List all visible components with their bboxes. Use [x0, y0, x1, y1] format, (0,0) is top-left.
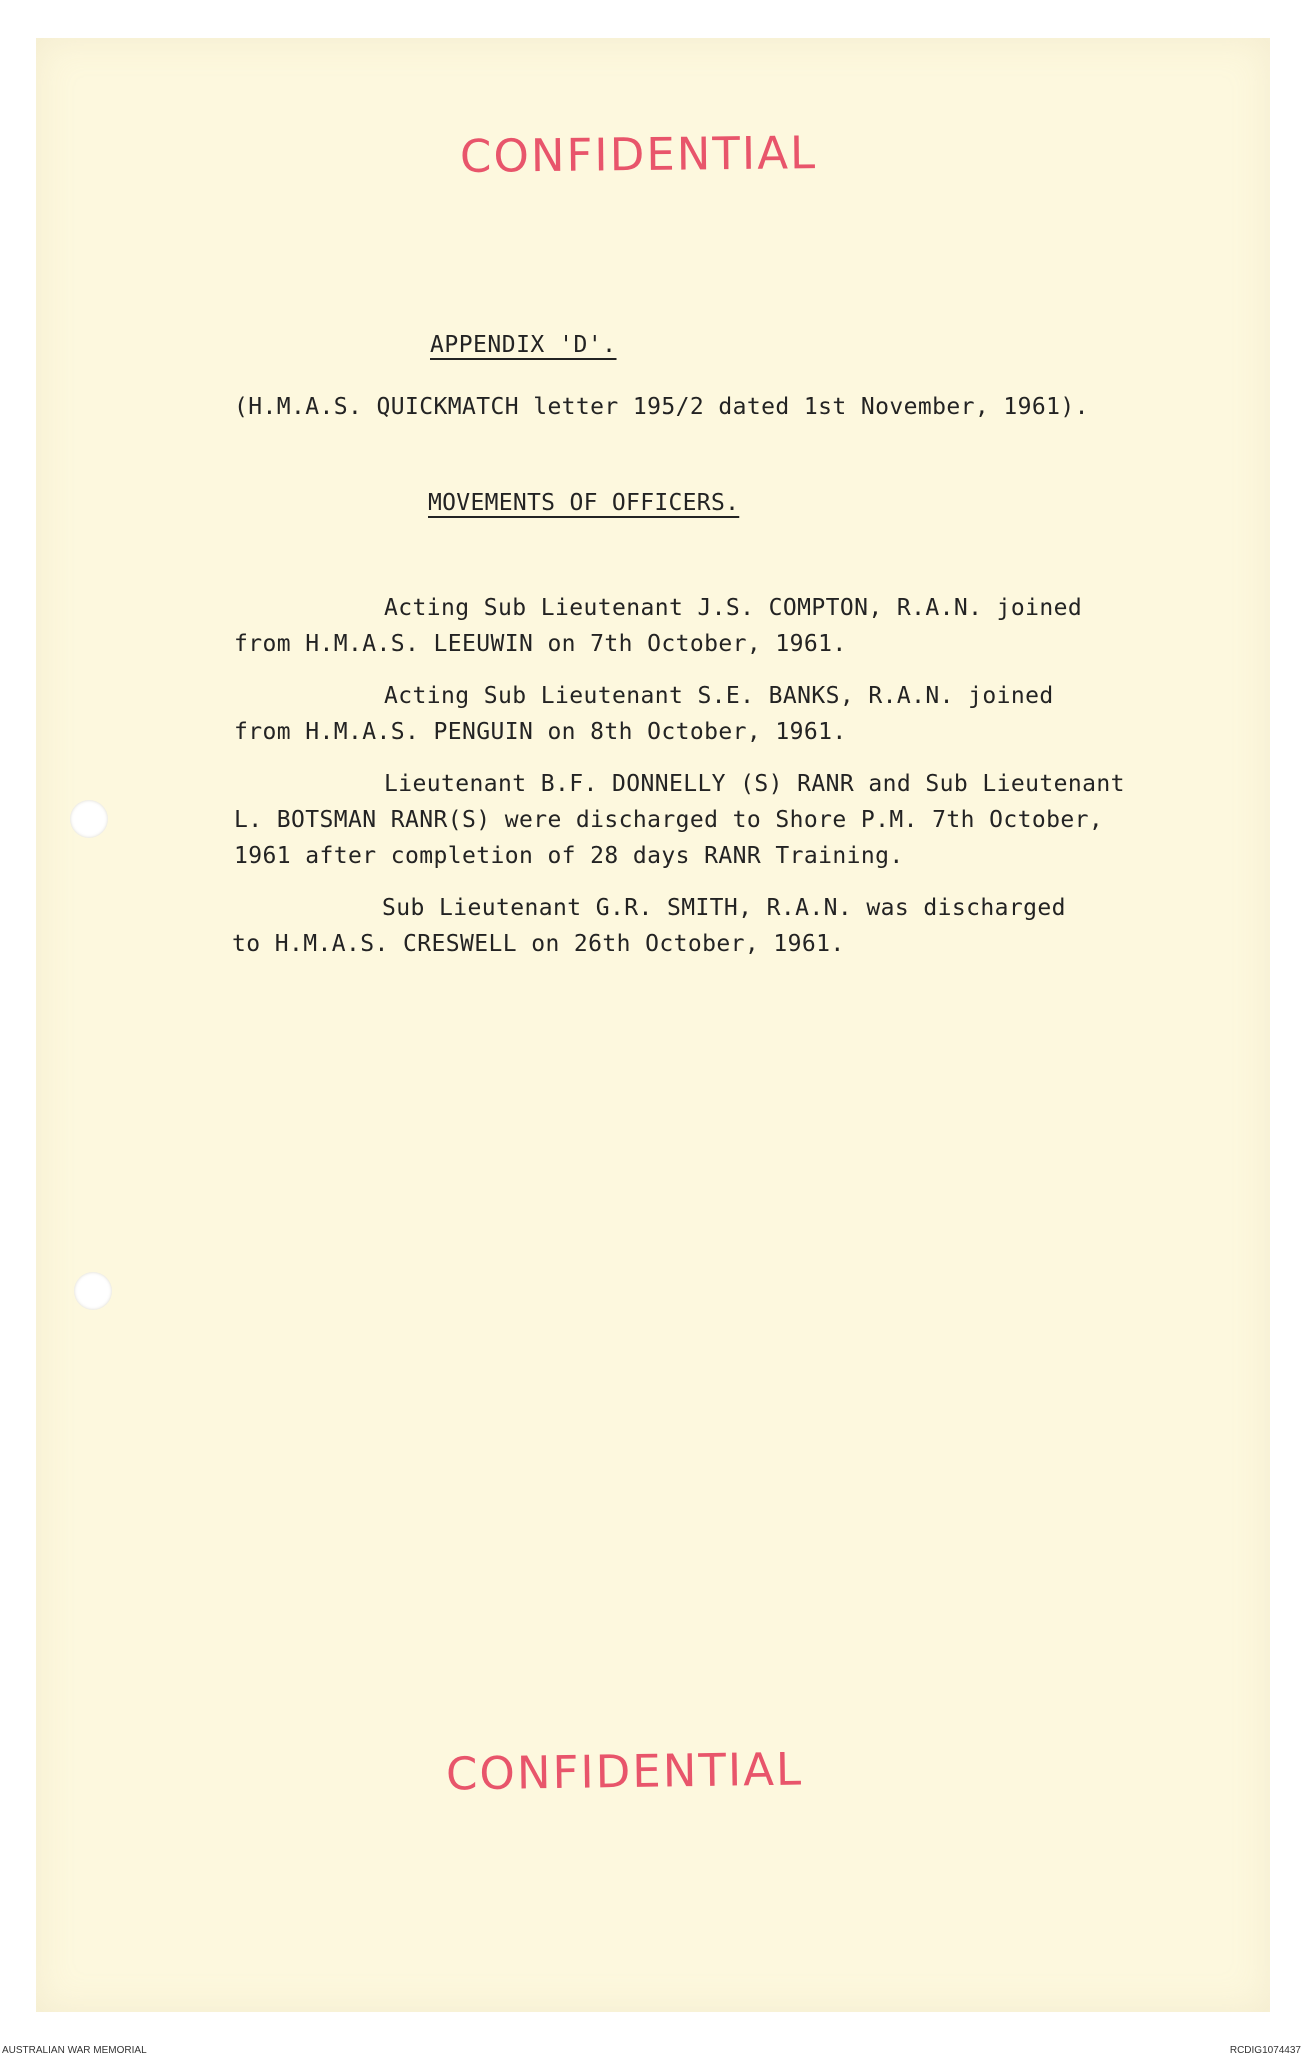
paragraph-1-line-2: from H.M.A.S. LEEUWIN on 7th October, 1961.: [234, 631, 847, 657]
paragraph-3-line-1: Lieutenant B.F. DONNELLY (S) RANR and Sub Lieutenant: [384, 771, 1125, 797]
confidential-stamp-bottom: CONFIDENTIAL: [445, 1742, 804, 1801]
document-page: [36, 38, 1270, 2012]
section-title: MOVEMENTS OF OFFICERS.: [428, 490, 740, 516]
archive-name: AUSTRALIAN WAR MEMORIAL: [2, 2045, 147, 2056]
paragraph-1-line-1: Acting Sub Lieutenant J.S. COMPTON, R.A.N. joined: [384, 595, 1083, 621]
paragraph-2-line-1: Acting Sub Lieutenant S.E. BANKS, R.A.N. joined: [384, 683, 1054, 709]
paragraph-3-line-2: L. BOTSMAN RANR(S) were discharged to Shore P.M. 7th October,: [234, 807, 1104, 833]
appendix-title: APPENDIX 'D'.: [430, 332, 617, 358]
paragraph-4-line-2: to H.M.A.S. CRESWELL on 26th October, 1961.: [232, 931, 845, 957]
punch-hole-upper: [70, 800, 108, 838]
letter-reference: (H.M.A.S. QUICKMATCH letter 195/2 dated 1st November, 1961).: [234, 394, 1089, 420]
paragraph-3-line-3: 1961 after completion of 28 days RANR Training.: [234, 843, 904, 869]
punch-hole-lower: [74, 1272, 112, 1310]
archive-id: RCDIG1074437: [1229, 2045, 1301, 2056]
paragraph-2-line-2: from H.M.A.S. PENGUIN on 8th October, 1961.: [234, 719, 847, 745]
archive-footer: [0, 2040, 1305, 2061]
paragraph-4-line-1: Sub Lieutenant G.R. SMITH, R.A.N. was discharged: [382, 895, 1066, 921]
confidential-stamp-top: CONFIDENTIAL: [459, 126, 818, 183]
